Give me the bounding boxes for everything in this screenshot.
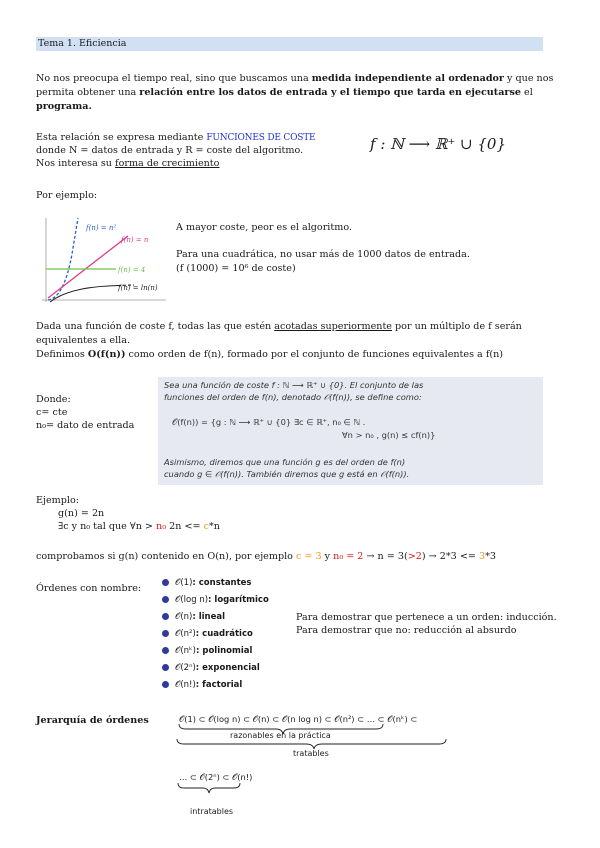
def-line-6: cuando g ∈ 𝒪(f(n)). También diremos que g está en 𝒪(f(n)). [164,469,410,479]
label-const: f(n) = 4 [118,266,146,274]
bound-line-1: Dada una función de coste f, todas las que estén acotadas superiormente por un múltiplo de f serán [36,321,522,332]
label-n: f(n) = n [121,236,149,244]
def-line-4: ∀n > n₀ , g(n) ≤ cf(n)} [342,430,436,440]
hierarchy-line-2: … ⊂ 𝒪(2ⁿ) ⊂ 𝒪(n!) [179,772,253,782]
hierarchy-line-1: 𝒪(1) ⊂ 𝒪(log n) ⊂ 𝒪(n) ⊂ 𝒪(n log n) ⊂ 𝒪(n²) ⊂ … ⊂ 𝒪(nᵏ) ⊂ [179,714,418,724]
ejemplo-exists: ∃c y n₀ tal que ∀n > n₀ 2n <= c*n [58,521,220,532]
page-header: Tema 1. Eficiencia [36,37,543,51]
def-line-1: Sea una función de coste f : ℕ ⟶ ℝ⁺ ∪ {0}. El conjunto de las [164,380,424,390]
cost-line-2: donde N = datos de entrada y R = coste del algoritmo. [36,145,304,156]
order-item: 𝒪(n²): cuadrático [162,629,253,640]
orders-note-1: Para demostrar que pertenece a un orden: inducción. [296,612,557,623]
check-line: comprobamos si g(n) contenido en O(n), por ejemplo c = 3 y n₀ = 2 → n = 3(>2) → 2*3 <= 3*3 [36,551,496,562]
cost-line-3: Nos interesa su forma de crecimiento [36,158,220,169]
bullet-icon [162,613,169,620]
hierarchy-title: Jerarquía de órdenes [36,715,149,726]
order-item: 𝒪(n): lineal [162,612,225,623]
graph-text-3: (f (1000) = 10⁶ de coste) [176,263,296,274]
growth-chart [38,214,168,306]
label-intractable: intratables [190,807,234,816]
definition-box [158,377,543,485]
order-item: 𝒪(n!): factorial [162,680,242,691]
series-n2 [48,218,78,300]
bullet-icon [162,664,169,671]
ejemplo-title: Ejemplo: [36,495,79,506]
label-log: f(n) = ln(n) [118,284,158,292]
bound-line-2: equivalentes a ella. [36,335,130,346]
label-n2: f(n) = n² [86,224,117,232]
brace-tractable [177,739,446,749]
def-line-2: funciones del orden de f(n), denotado 𝒪(f(n)), se define como: [164,392,422,402]
donde-n0: n₀= dato de entrada [36,420,135,431]
intro-line-3: programa. [36,101,92,112]
def-line-5: Asimismo, diremos que una función g es del orden de f(n) [164,457,406,467]
bullet-icon [162,596,169,603]
orders-title: Órdenes con nombre: [36,583,142,594]
series-n [48,236,128,298]
order-item: 𝒪(nᵏ): polinomial [162,646,252,657]
bullet-icon [162,647,169,654]
donde-c: c= cte [36,407,68,418]
bullet-icon [162,681,169,688]
example-title: Por ejemplo: [36,190,98,201]
order-item: 𝒪(1): constantes [162,578,252,589]
bound-line-3: Definimos O(f(n)) como orden de f(n), formado por el conjunto de funciones equivalentes a f(n) [36,349,504,360]
bullet-icon [162,579,169,586]
order-item: 𝒪(log n): logarítmico [162,595,269,606]
order-item: 𝒪(2ⁿ): exponencial [162,663,260,674]
donde-title: Donde: [36,394,71,405]
label-reasonable: razonables en la práctica [230,731,331,740]
graph-text-1: A mayor coste, peor es el algoritmo. [176,222,352,233]
label-tractable: tratables [293,749,329,758]
graph-text-2: Para una cuadrática, no usar más de 1000 datos de entrada. [176,249,470,260]
cost-formula: f : ℕ ⟶ ℝ⁺ ∪ {0} [370,135,507,153]
ejemplo-g: g(n) = 2n [58,508,105,519]
bullet-icon [162,630,169,637]
intro-line-2: permita obtener una relación entre los datos de entrada y el tiempo que tarda en ejecutarse el [36,87,533,98]
orders-note-2: Para demostrar que no: reducción al absurdo [296,625,517,636]
intro-line-1: No nos preocupa el tiempo real, sino que buscamos una medida independiente al ordenador y que nos [36,73,554,84]
hierarchy-brace-2 [176,781,246,797]
def-line-3: 𝒪(f(n)) = {g : ℕ ⟶ ℝ⁺ ∪ {0} ∃c ∈ ℝ⁺, n₀ ∈ ℕ . [172,417,366,427]
cost-line-1: Esta relación se expresa mediante FUNCIONES DE COSTE [36,132,316,143]
brace-intractable [178,783,240,793]
